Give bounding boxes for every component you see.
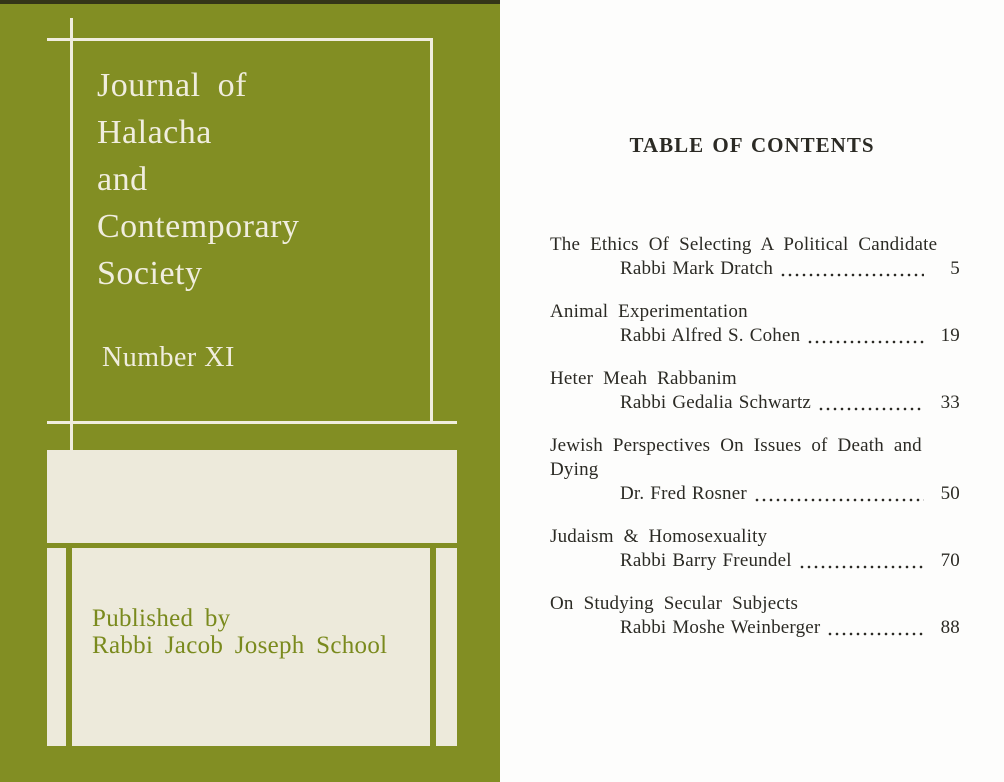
publisher-panel xyxy=(47,450,457,746)
table-of-contents-page xyxy=(500,0,1004,782)
toc-entry-author: Rabbi Moshe Weinberger xyxy=(620,617,821,638)
toc-entry xyxy=(550,434,960,506)
issue-number: Number XI xyxy=(102,342,235,373)
toc-entry-page-number: 50 xyxy=(940,483,960,504)
scan-edge-shadow xyxy=(0,0,500,4)
toc-entry-page-number: 88 xyxy=(940,617,960,638)
toc-entry-title: The Ethics Of Selecting A Political Candidate xyxy=(550,234,938,255)
toc-entry-author-line xyxy=(620,391,960,415)
cover-frame-right-line xyxy=(430,38,433,424)
panel-divider-line xyxy=(47,543,457,548)
panel-right-stripe xyxy=(430,548,436,746)
publisher-text-line: Rabbi Jacob Joseph School xyxy=(92,632,388,659)
toc-list xyxy=(550,233,960,659)
journal-title-line: Contemporary xyxy=(97,208,300,245)
publisher-text-line: Published by xyxy=(92,605,231,632)
cover-frame-top-line xyxy=(47,38,433,41)
journal-title-line: Society xyxy=(97,255,203,292)
journal-title xyxy=(97,62,299,297)
dot-leader xyxy=(781,272,924,277)
toc-entry-author: Rabbi Alfred S. Cohen xyxy=(620,325,801,346)
toc-entry xyxy=(550,300,960,348)
toc-entry-page-number: 5 xyxy=(950,258,960,279)
journal-cover xyxy=(0,0,500,782)
toc-entry-page-number: 70 xyxy=(940,550,960,571)
journal-title-line: Halacha xyxy=(97,114,212,151)
dot-leader xyxy=(808,339,924,344)
toc-entry-author-line xyxy=(620,549,960,573)
journal-title-line: and xyxy=(97,161,148,198)
toc-entry-author-line xyxy=(620,482,960,506)
cover-frame-left-line xyxy=(70,18,73,450)
toc-entry-page-number: 19 xyxy=(940,325,960,346)
toc-entry-author-line xyxy=(620,324,960,348)
toc-entry xyxy=(550,233,960,281)
toc-entry-author-line xyxy=(620,616,960,640)
toc-entry-author: Dr. Fred Rosner xyxy=(620,483,747,504)
panel-left-stripe xyxy=(66,548,72,746)
dot-leader xyxy=(828,631,924,636)
dot-leader xyxy=(819,406,924,411)
toc-entry-title: Animal Experimentation xyxy=(550,301,748,322)
dot-leader xyxy=(800,564,924,569)
toc-entry-title: Judaism & Homosexuality xyxy=(550,526,768,547)
toc-entry-author-line xyxy=(620,257,960,281)
toc-entry xyxy=(550,367,960,415)
toc-entry-author: Rabbi Mark Dratch xyxy=(620,258,774,279)
toc-heading: TABLE OF CONTENTS xyxy=(629,133,875,157)
journal-title-line: Journal of xyxy=(97,67,247,104)
toc-entry-title: On Studying Secular Subjects xyxy=(550,593,799,614)
toc-entry xyxy=(550,525,960,573)
dot-leader xyxy=(755,497,924,502)
toc-entry-author: Rabbi Gedalia Schwartz xyxy=(620,392,812,413)
toc-entry-title: Heter Meah Rabbanim xyxy=(550,368,737,389)
toc-entry xyxy=(550,592,960,640)
toc-entry-page-number: 33 xyxy=(940,392,960,413)
publisher-text xyxy=(92,605,387,659)
cover-frame-bottom-line xyxy=(47,421,457,424)
toc-entry-author: Rabbi Barry Freundel xyxy=(620,550,792,571)
toc-entry-title: Jewish Perspectives On Issues of Death and Dying xyxy=(550,435,922,480)
